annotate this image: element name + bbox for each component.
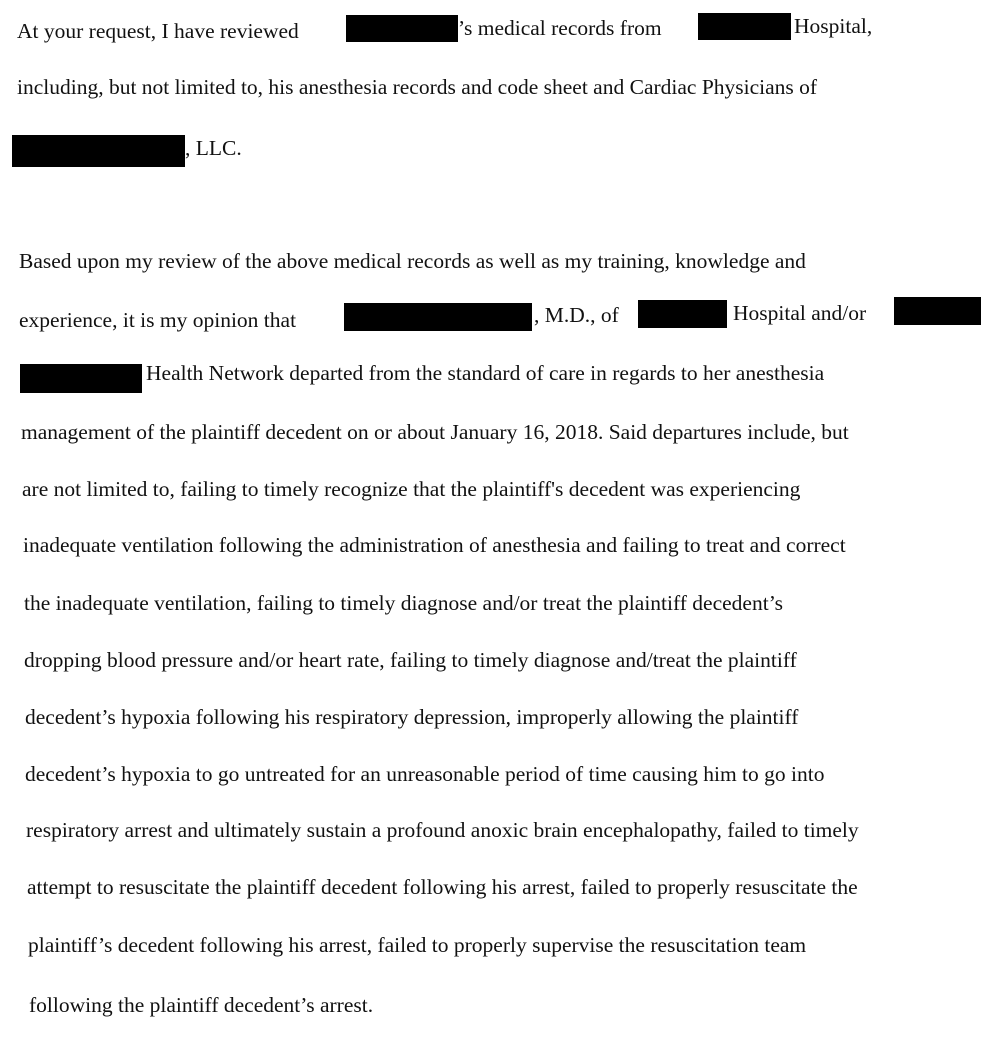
text-line: including, but not limited to, his anesthesia records and code sheet and Cardiac Physicians of (17, 75, 818, 99)
text-line: the inadequate ventilation, failing to timely diagnose and/or treat the plaintiff decedent’s (24, 591, 784, 615)
text-line: Hospital and/or (733, 301, 867, 325)
text-line: ’s medical records from (458, 16, 662, 40)
text-line: management of the plaintiff decedent on or about January 16, 2018. Said departures include, but (21, 420, 849, 444)
text-line: decedent’s hypoxia to go untreated for an unreasonable period of time causing him to go into (25, 762, 825, 786)
text-line: plaintiff’s decedent following his arrest, failed to properly supervise the resuscitation team (28, 933, 807, 957)
text-line: At your request, I have reviewed (17, 19, 299, 43)
text-line: Based upon my review of the above medical records as well as my training, knowledge and (19, 249, 806, 273)
text-line: inadequate ventilation following the administration of anesthesia and failing to treat and correct (23, 533, 846, 557)
text-line: Hospital, (794, 14, 873, 38)
text-line: decedent’s hypoxia following his respiratory depression, improperly allowing the plaintiff (25, 705, 799, 729)
text-line: respiratory arrest and ultimately sustain a profound anoxic brain encephalopathy, failed to timely (26, 818, 859, 842)
redaction-box (698, 13, 791, 40)
text-line: dropping blood pressure and/or heart rate, failing to timely diagnose and/treat the plaintiff (24, 648, 797, 672)
text-line: Health Network departed from the standard of care in regards to her anesthesia (146, 361, 825, 385)
text-line: following the plaintiff decedent’s arrest. (29, 993, 374, 1017)
redaction-box (638, 300, 727, 328)
redaction-box (12, 135, 185, 167)
text-line: are not limited to, failing to timely recognize that the plaintiff's decedent was experiencing (22, 477, 801, 501)
text-line: , M.D., of (534, 303, 619, 327)
text-line: attempt to resuscitate the plaintiff decedent following his arrest, failed to properly resuscitate the (27, 875, 858, 899)
text-line: , LLC. (185, 136, 242, 160)
redaction-box (20, 364, 142, 393)
redaction-box (346, 15, 458, 42)
redaction-box (344, 303, 532, 331)
redaction-box (894, 297, 981, 325)
text-line: experience, it is my opinion that (19, 308, 297, 332)
